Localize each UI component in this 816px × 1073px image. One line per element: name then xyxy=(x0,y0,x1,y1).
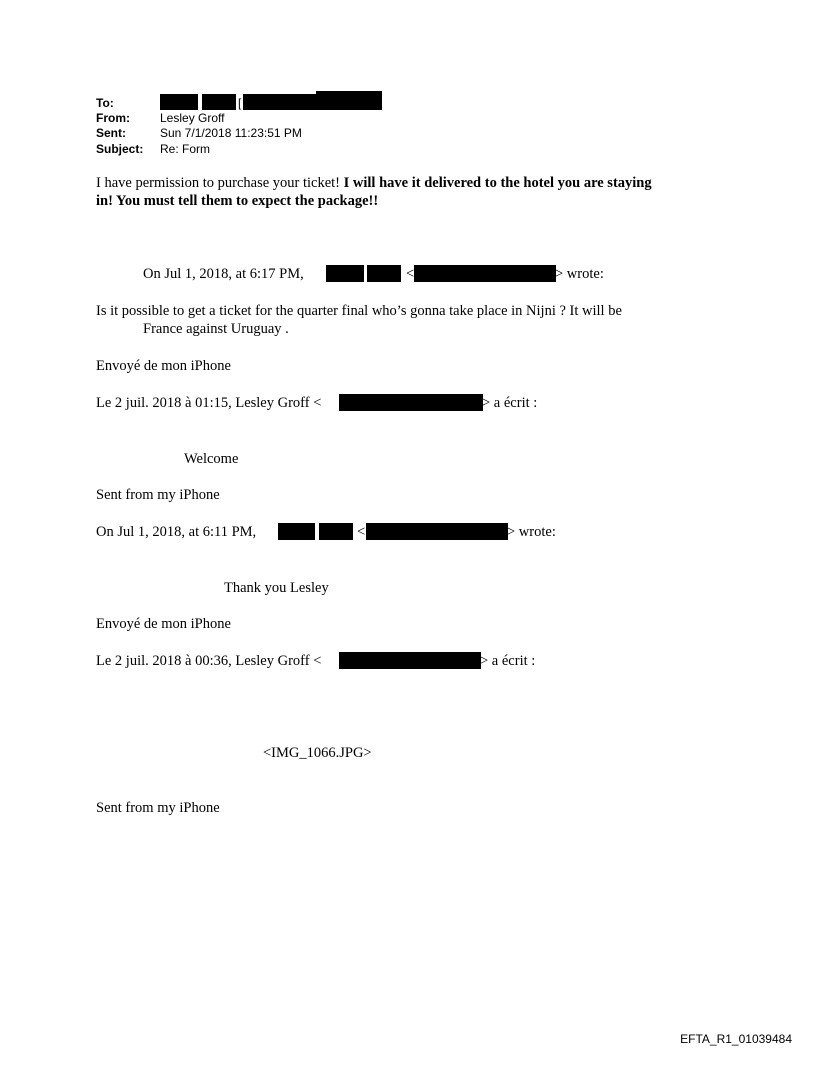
redaction-block xyxy=(160,94,198,110)
subject-value: Re: Form xyxy=(160,142,211,156)
message-plain: I have permission to purchase your ticket! xyxy=(96,175,344,191)
redaction-block xyxy=(367,265,401,282)
signature-fr-1: Envoyé de mon iPhone xyxy=(96,358,231,374)
message-bold: I will have it delivered to the hotel you are staying xyxy=(343,175,652,191)
redaction-block xyxy=(339,394,483,411)
redaction-block xyxy=(339,652,481,669)
quote-header-1: On Jul 1, 2018, at 6:17 PM, xyxy=(143,266,304,282)
redaction-block xyxy=(278,523,315,540)
quote-header-4: Le 2 juil. 2018 à 00:36, Lesley Groff < xyxy=(96,653,322,669)
attachment-placeholder: <IMG_1066.JPG> xyxy=(263,745,372,761)
message-line-1 xyxy=(96,175,652,192)
redaction-block xyxy=(202,94,236,110)
signature-en-1: Sent from my iPhone xyxy=(96,487,220,503)
redaction-block xyxy=(414,265,556,282)
quote-suffix-4: > a écrit : xyxy=(480,653,536,669)
from-value: Lesley Groff xyxy=(160,111,225,125)
to-label: To: xyxy=(96,96,114,110)
thanks-text: Thank you Lesley xyxy=(224,580,329,596)
redaction-block xyxy=(366,523,508,540)
sent-label: Sent: xyxy=(96,126,126,140)
redaction-block xyxy=(319,523,353,540)
to-bracket: [ xyxy=(238,96,242,110)
from-label: From: xyxy=(96,111,130,125)
redaction-block xyxy=(326,265,364,282)
sent-value: Sun 7/1/2018 11:23:51 PM xyxy=(160,126,302,140)
message-line-2: in! You must tell them to expect the package!! xyxy=(96,193,379,209)
welcome-text: Welcome xyxy=(184,451,239,467)
redaction-block xyxy=(243,94,323,110)
quote-header-3: On Jul 1, 2018, at 6:11 PM, xyxy=(96,524,257,540)
quote-suffix-1: > wrote: xyxy=(555,266,604,282)
redaction-block xyxy=(316,91,382,110)
quote-lt: < xyxy=(357,524,366,540)
subject-label: Subject: xyxy=(96,142,144,156)
bates-number: EFTA_R1_01039484 xyxy=(680,1032,792,1046)
quote-lt: < xyxy=(406,266,415,282)
quote-header-2: Le 2 juil. 2018 à 01:15, Lesley Groff < xyxy=(96,395,322,411)
question-line-2: France against Uruguay . xyxy=(143,321,289,337)
question-line-1: Is it possible to get a ticket for the quarter final who’s gonna take place in Nijni ? It will be xyxy=(96,303,622,319)
quote-suffix-2: > a écrit : xyxy=(482,395,538,411)
quote-suffix-3: > wrote: xyxy=(507,524,556,540)
signature-fr-2: Envoyé de mon iPhone xyxy=(96,616,231,632)
signature-en-2: Sent from my iPhone xyxy=(96,800,220,816)
